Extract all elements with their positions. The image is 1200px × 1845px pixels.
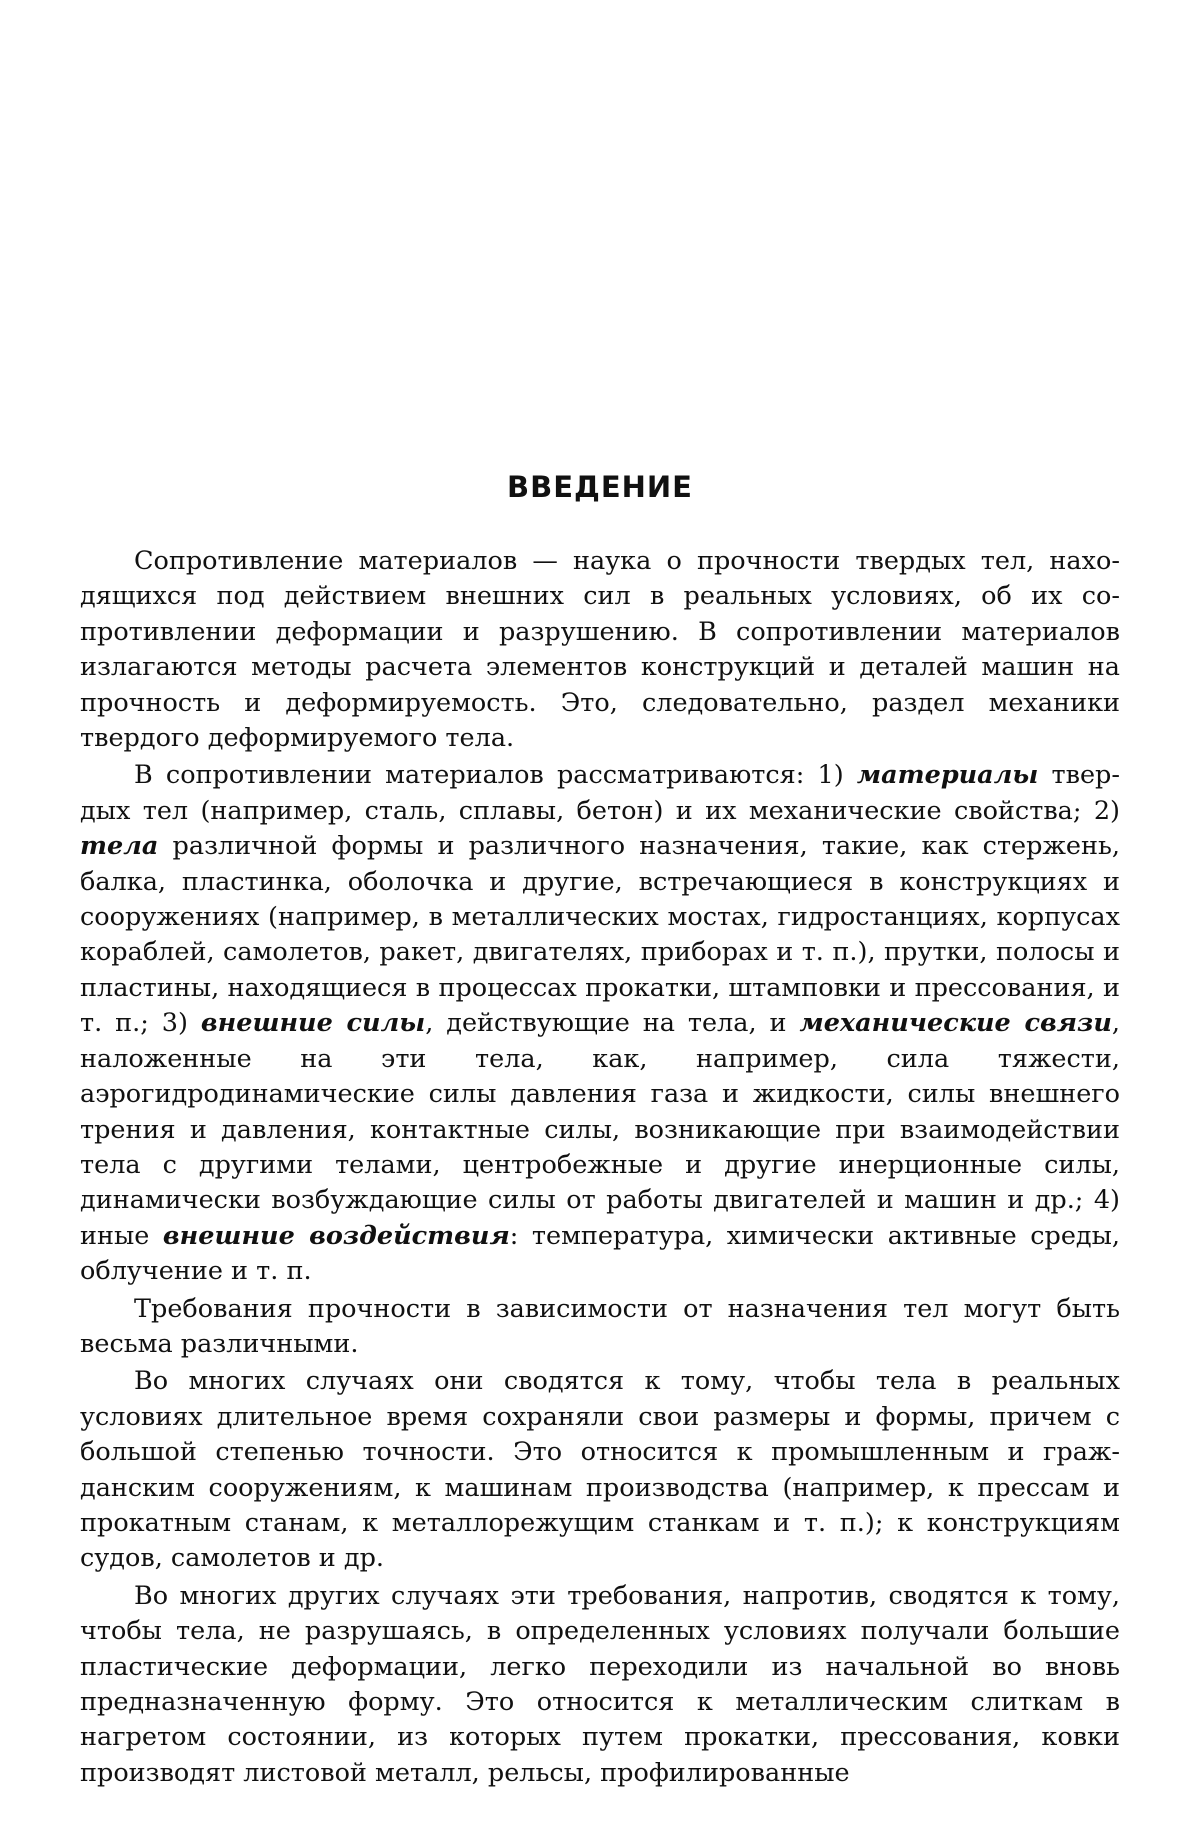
paragraph-1: Сопротивление материалов — наука о прочности твердых тел, находящихся под действием внешних сил в реальных условиях, об их сопротивлении деформации и разрушению. В сопротивлении материалов излагаются методы расчета элементов конструкций и деталей машин на прочность и деформируемость. Это, следовательно, раздел механики твердого деформируемого тела. [80,546,1120,754]
paragraph-2-text-4: , действующие на тела, и [425,1008,800,1039]
paragraph-2-text-5: , наложенные на эти тела, как, например, сила тяжести, аэрогидродинамические силы давления газа и жидкости, силы внешнего трения и давления, контактные силы, возникающие при взаимодействии тела с другими телами, центробежные и другие инерционные силы, динамически возбуждающие силы от работы двигателей и машин и др.; 4) иные [80,1008,1120,1251]
paragraph-2-text-6: : температура, химически активные среды, облучение и т. п. [80,1220,1121,1287]
paragraph-2-text-2: твердых тел (например, сталь, сплавы, бетон) и их механические свойства; 2) [80,760,1120,826]
page-body [80,470,1120,1793]
paragraph-2-text-1: В сопротивлении материалов рассматриваются: 1) [134,760,857,791]
paragraph-2 [80,758,1120,1289]
term-mechanical-constraints: механические связи [799,1008,1112,1039]
paragraph-3: Требования прочности в зависимости от назначения тел могут быть весьма различными. [80,1293,1120,1359]
paragraph-4: Во многих случаях они сводятся к тому, чтобы тела в реальных условиях длительное время сохраняли свои размеры и формы, причем с большой степенью точности. Это относится к промышленным и гражданским сооружениям, к машинам производства (например, к прессам и прокатным станам, к металлорежущим станкам и т. п.); к конструкциям судов, самолетов и др. [80,1366,1120,1574]
term-bodies: тела [80,831,159,862]
paragraph-2-text-3: различной формы и различного назначения, такие, как стержень, балка, пластинка, оболочка и другие, встречающиеся в конструкциях и сооружениях (например, в металлических мостах, гидростанциях, корпусах кораблей, самолетов, ракет, двигателях, приборах и т. п.), прутки, полосы и пластины, находящиеся в процессах прокатки, штамповки и прессования, и т. п.; 3) [80,831,1120,1039]
paragraph-5: Во многих других случаях эти требования, напротив, сводятся к тому, чтобы тела, не разрушаясь, в определенных условиях получали большие пластические деформации, легко переходили из начальной во вновь предназначенную форму. Это относится к металлическим слиткам в нагретом состоянии, из которых путем прокатки, прессования, ковки производят листовой металл, рельсы, профилированные [80,1580,1120,1788]
term-external-influences: внешние воздействия [162,1220,510,1251]
chapter-title: ВВЕДЕНИЕ [506,470,693,504]
term-materials: материалы [856,760,1039,791]
term-external-forces: внешние силы [200,1008,426,1039]
